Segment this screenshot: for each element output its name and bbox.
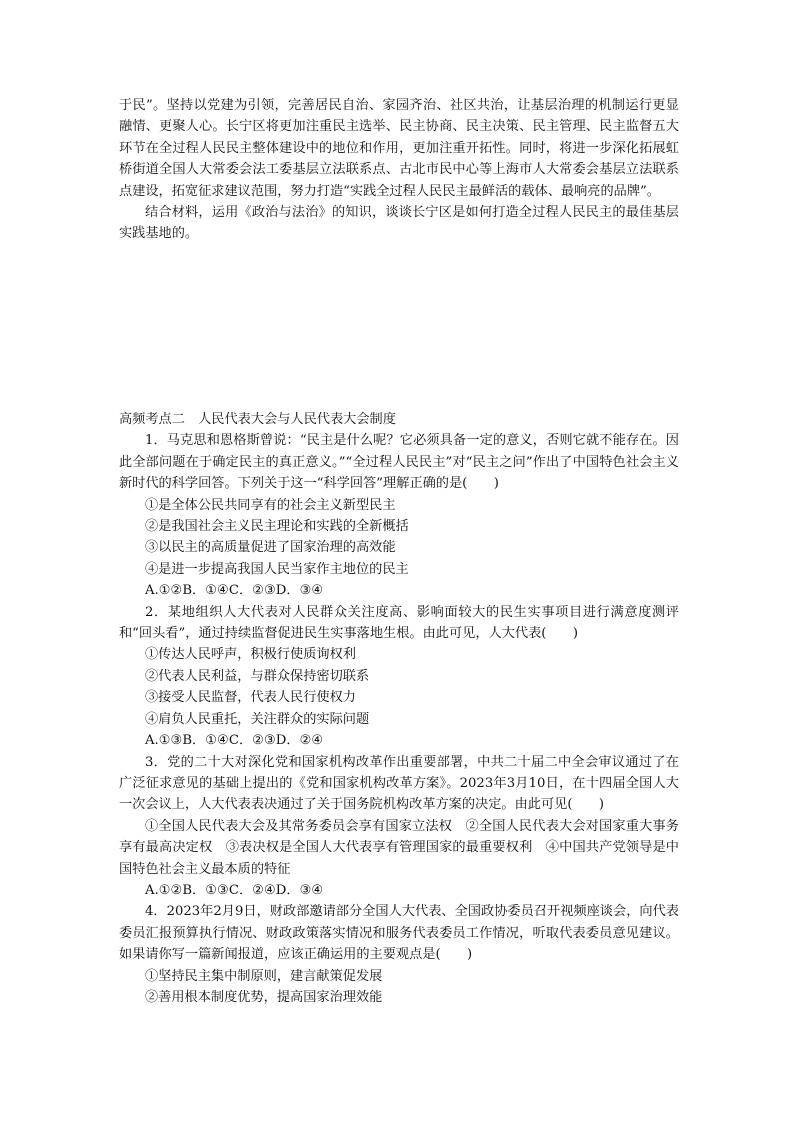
question-2 (119, 602, 679, 752)
option: ①传达人民呼声，积极行使质询权利 (145, 647, 356, 663)
material-question: 结合材料，运用《政治与法治》的知识，谈谈长宁区是如何打造全过程人民民主的最佳基层实践基地的。 (119, 205, 679, 242)
material-section (119, 95, 679, 245)
question-4 (119, 901, 679, 1008)
option: ②代表人民利益，与群众保持密切联系 (145, 668, 370, 684)
answer-choices: A.①②B．①④C．②③D．③④ (145, 583, 324, 599)
option: ④肩负人民重托，关注群众的实际问题 (145, 711, 370, 727)
question-stem: 2．某地组织人大代表对人民群众关注度高、影响面较大的民生实事项目进行满意度测评和“回头看”，通过持续监督促进民生实事落地生根。由此可见，人大代表( ) (119, 604, 679, 642)
inline-options: ①全国人民代表大会及其常务委员会享有国家立法权 ②全国人民代表大会对国家重大事务享有最高决定权 ③表决权是全国人大代表享有管理国家的最重要权利 ④中国共产党领导是中国特色社会主义最本质的特征 (119, 818, 679, 877)
question-stem: 4．2023年2月9日，财政部邀请部分全国人大代表、全国政协委员召开视频座谈会，向代表委员汇报预算执行情况、财政政策落实情况和服务代表委员工作情况，听取代表委员意见建议。如果请你写一篇新闻报道，应该正确运用的主要观点是( ) (119, 904, 679, 963)
option: ④是进一步提高我国人民当家作主地位的民主 (145, 561, 409, 577)
answer-choices: A.①③B．①④C．②③D．②④ (145, 733, 324, 749)
option: ③以民主的高质量促进了国家治理的高效能 (145, 540, 396, 556)
section-title: 高频考点二 人民代表大会与人民代表大会制度 (119, 412, 396, 427)
material-paragraph: 于民”。坚持以党建为引领，完善居民自治、家园齐治、社区共治，让基层治理的机制运行更显融情、更聚人心。长宁区将更加注重民主选举、民主协商、民主决策、民主管理、民主监督五大环节在全过程人民民主整体建设中的地位和作用，更加注重开拓性。同时，将进一步深化拓展虹桥街道全国人大常委会法工委基层立法联系点、古北市民中心等上海市人大常委会基层立法联系点建设，拓宽征求建议范围，努力打造“实践全过程人民民主最鲜活的载体、最响亮的品牌”。 (119, 98, 679, 199)
option: ①是全体公民共同享有的社会主义新型民主 (145, 497, 396, 513)
answer-choices: A.①②B．①③C．②④D．③④ (145, 882, 324, 898)
question-3 (119, 752, 679, 902)
option: ③接受人民监督，代表人民行使权力 (145, 690, 356, 706)
question-stem: 1．马克思和恩格斯曾说：“民主是什么呢？它必须具备一定的意义，否则它就不能存在。因此全部问题在于确定民主的真正意义。”“全过程人民民主”对“民主之问”作出了中国特色社会主义新时代的科学回答。下列关于这一“科学回答”理解正确的是( ) (119, 433, 679, 492)
questions-section (119, 409, 679, 1008)
option: ②善用根本制度优势，提高国家治理效能 (145, 989, 383, 1005)
question-1 (119, 430, 679, 601)
option: ①坚持民主集中制原则，建言献策促发展 (145, 968, 383, 984)
option: ②是我国社会主义民主理论和实践的全新概括 (145, 519, 409, 535)
question-stem: 3．党的二十大对深化党和国家机构改革作出重要部署，中共二十届二中全会审议通过了在广泛征求意见的基础上提出的《党和国家机构改革方案》。2023年3月10日，在十四届全国人大一次会议上，人大代表表决通过了关于国务院机构改革方案的决定。由此可见( ) (119, 754, 679, 813)
